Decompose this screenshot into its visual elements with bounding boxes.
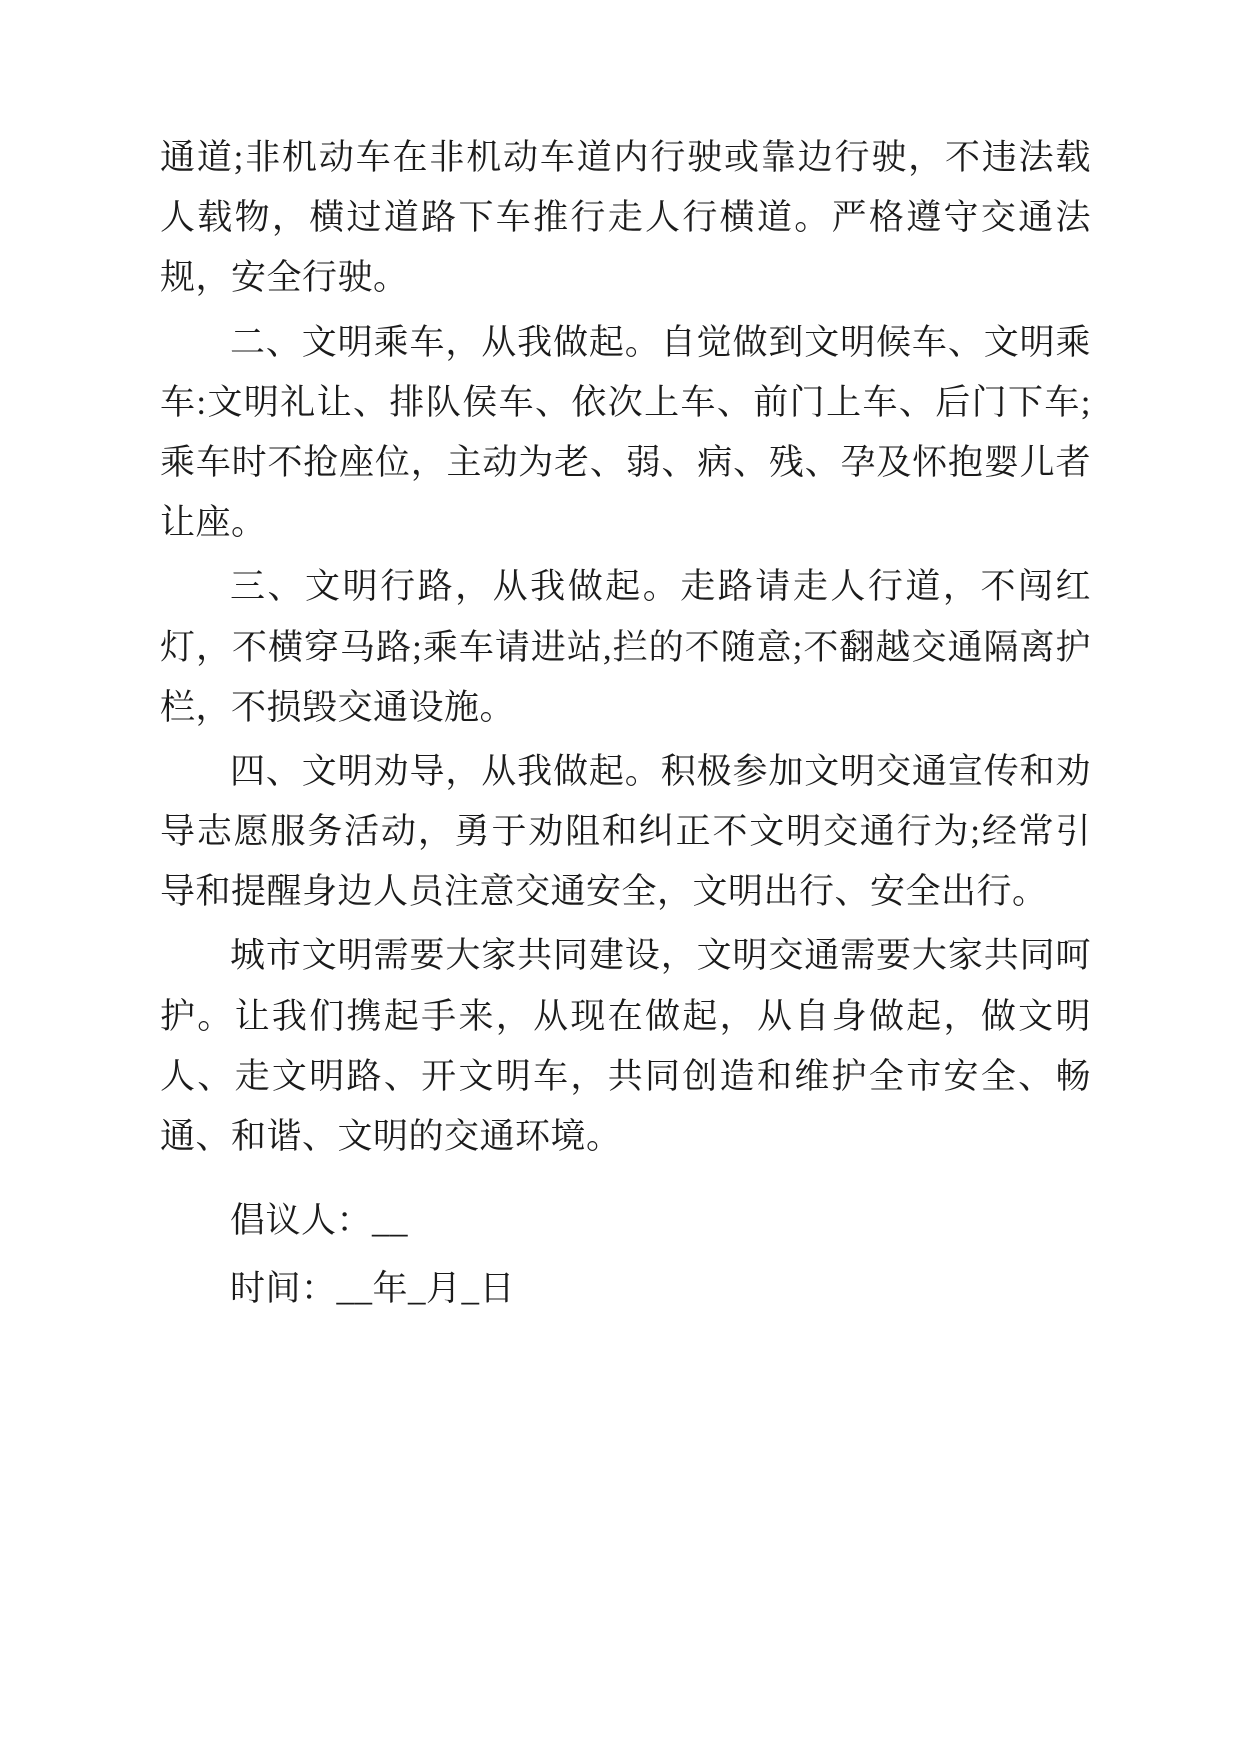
signature-block (160, 1191, 1091, 1319)
document-body (160, 128, 1091, 1320)
proposer-line: 倡议人：__ (230, 1201, 409, 1241)
paragraph-closing: 城市文明需要大家共同建设，文明交通需要大家共同呵护。让我们携起手来，从现在做起，从自身做起，做文明人、走文明路、开文明车，共同创造和维护全市安全、畅通、和谐、文明的交通环境。 (160, 936, 1091, 1156)
paragraph-item-three: 三、文明行路，从我做起。走路请走人行道，不闯红灯，不横穿马路;乘车请进站,拦的不随意;不翻越交通隔离护栏，不损毁交通设施。 (160, 567, 1091, 727)
date-line: 时间：__年_月_日 (230, 1269, 516, 1309)
paragraph-continued-cycling: 通道;非机动车在非机动车道内行驶或靠边行驶，不违法载人载物，横过道路下车推行走人行横道。严格遵守交通法规，安全行驶。 (160, 138, 1091, 298)
paragraph-item-four: 四、文明劝导，从我做起。积极参加文明交通宣传和劝导志愿服务活动，勇于劝阻和纠正不文明交通行为;经常引导和提醒身边人员注意交通安全，文明出行、安全出行。 (160, 751, 1091, 912)
paragraph-item-two: 二、文明乘车，从我做起。自觉做到文明候车、文明乘车:文明礼让、排队侯车、依次上车、前门上车、后门下车;乘车时不抢座位，主动为老、弱、病、残、孕及怀抱婴儿者让座。 (160, 322, 1091, 543)
